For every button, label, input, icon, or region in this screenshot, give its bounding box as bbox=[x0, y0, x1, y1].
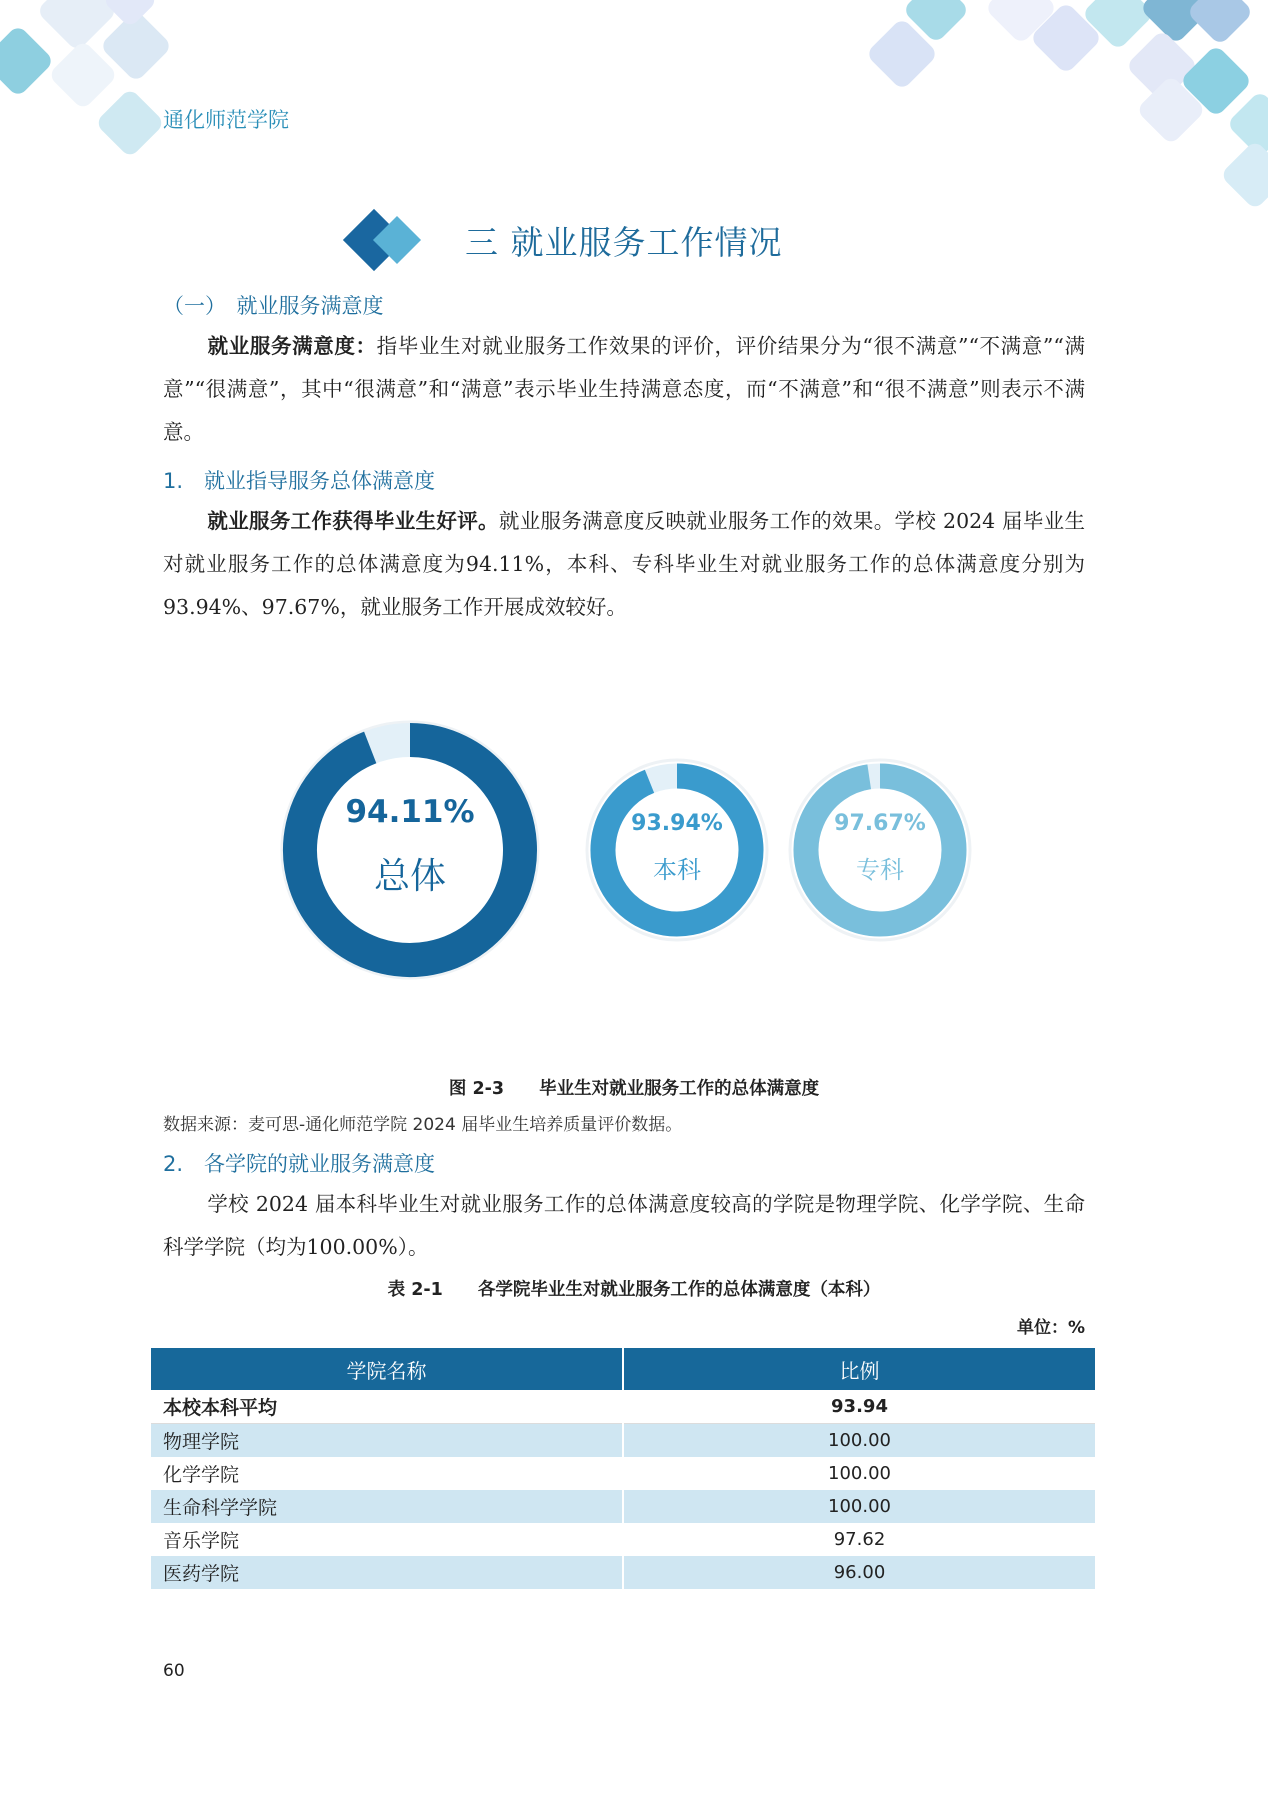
college-name: 化学学院 bbox=[151, 1457, 623, 1490]
section-title-text: 三 就业服务工作情况 bbox=[465, 222, 783, 262]
intro-text: 指毕业生对就业服务工作效果的评价，评价结果分为“很不满意”“不满意”“满意”“很满意”，其中“很满意”和“满意”表示毕业生持满意态度，而“不满意”和“很不满意”则表示不满意。 bbox=[163, 334, 1085, 444]
college-name: 医药学院 bbox=[151, 1556, 623, 1589]
ratio-value: 96.00 bbox=[623, 1556, 1095, 1589]
college-name: 物理学院 bbox=[151, 1424, 623, 1458]
item2-text: 学校 2024 届本科毕业生对就业服务工作的总体满意度较高的学院是物理学院、化学学院、生命科学学院（均为100.00%）。 bbox=[163, 1192, 1085, 1259]
item2-paragraph bbox=[163, 1183, 1085, 1269]
donut-name-label: 本科 bbox=[653, 856, 701, 884]
table-row bbox=[151, 1556, 1095, 1589]
donut-name-label: 总体 bbox=[373, 856, 447, 897]
figure-caption: 图 2-3 毕业生对就业服务工作的总体满意度 bbox=[448, 1079, 820, 1099]
satisfaction-table bbox=[151, 1348, 1095, 1589]
donut-name-label: 专科 bbox=[856, 856, 904, 884]
item1-paragraph bbox=[163, 500, 1085, 629]
page-number: 60 bbox=[163, 1661, 185, 1681]
school-name: 通化师范学院 bbox=[163, 108, 289, 132]
table-header-row bbox=[151, 1348, 1095, 1390]
item1-bold-lead: 就业服务工作获得毕业生好评。 bbox=[207, 509, 499, 533]
table-row bbox=[151, 1424, 1095, 1458]
table-row bbox=[151, 1457, 1095, 1490]
item1-text: 就业服务满意度反映就业服务工作的效果。学校 2024 届毕业生对就业服务工作的总体满意度为94.11%，本科、专科毕业生对就业服务工作的总体满意度分别为93.94%、97.67%，就业服务工作开展成效较好。 bbox=[163, 509, 1086, 619]
subsection-heading: （一） 就业服务满意度 bbox=[163, 294, 384, 318]
table-row bbox=[151, 1390, 1095, 1424]
column-header-ratio: 比例 bbox=[623, 1348, 1095, 1390]
intro-paragraph bbox=[163, 325, 1085, 454]
intro-bold-lead: 就业服务满意度： bbox=[207, 334, 377, 358]
college-name: 本校本科平均 bbox=[151, 1390, 623, 1424]
college-name: 生命科学学院 bbox=[151, 1490, 623, 1523]
ratio-value: 100.00 bbox=[623, 1424, 1095, 1458]
table-caption: 表 2-1 各学院毕业生对就业服务工作的总体满意度（本科） bbox=[387, 1280, 881, 1300]
college-name: 音乐学院 bbox=[151, 1523, 623, 1556]
donut-chart bbox=[0, 700, 1268, 1040]
item2-heading: 2. 各学院的就业服务满意度 bbox=[163, 1152, 436, 1176]
figure-source: 数据来源：麦可思-通化师范学院 2024 届毕业生培养质量评价数据。 bbox=[163, 1115, 683, 1135]
donut-percent-label: 93.94% bbox=[631, 811, 723, 836]
donut-percent-label: 97.67% bbox=[834, 811, 926, 836]
table-row bbox=[151, 1523, 1095, 1556]
column-header-college: 学院名称 bbox=[151, 1348, 623, 1390]
ratio-value: 100.00 bbox=[623, 1490, 1095, 1523]
ratio-value: 93.94 bbox=[623, 1390, 1095, 1424]
ratio-value: 100.00 bbox=[623, 1457, 1095, 1490]
table-row bbox=[151, 1490, 1095, 1523]
item1-heading: 1. 就业指导服务总体满意度 bbox=[163, 469, 436, 493]
section-title bbox=[340, 210, 783, 270]
ratio-value: 97.62 bbox=[623, 1523, 1095, 1556]
donut-percent-label: 94.11% bbox=[345, 794, 475, 830]
table-unit: 单位：% bbox=[1016, 1318, 1085, 1338]
